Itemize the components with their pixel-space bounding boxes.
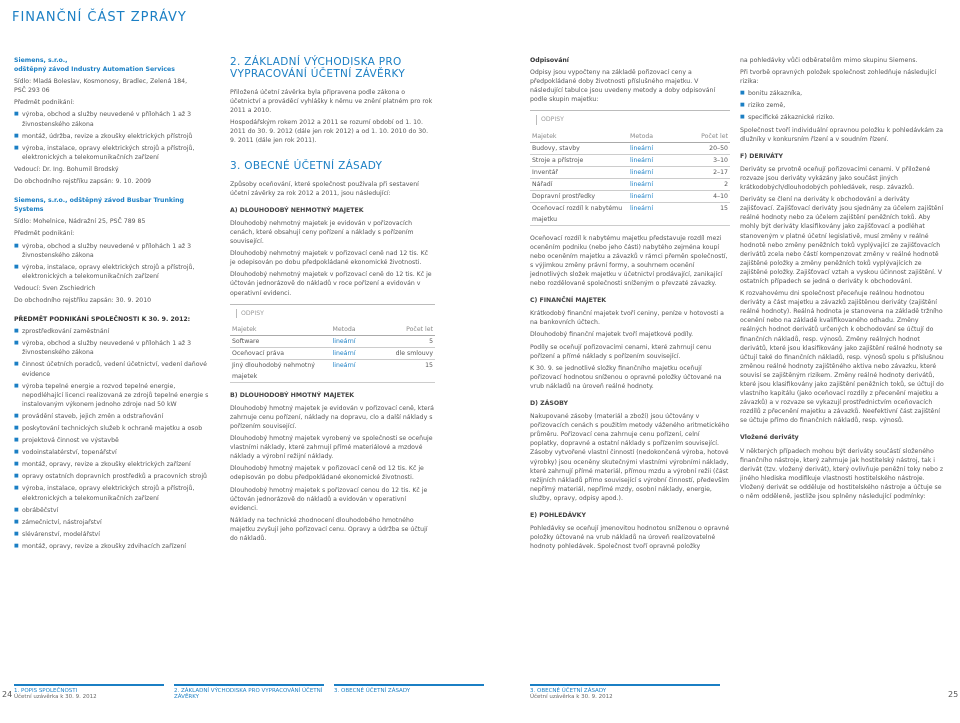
paragraph: Krátkodobý finanční majetek tvoří ceniny, peníze v hotovosti a na bankovních účtech. (530, 310, 724, 327)
list-item: ■ specifické zákaznické riziko. (740, 113, 945, 122)
embedded-derivatives-heading: Vložené deriváty (740, 434, 799, 442)
branch1-registered: Do obchodního rejstříku zapsán: 9. 10. 2009 (14, 178, 152, 186)
footer-link-description[interactable] (14, 684, 164, 700)
list-item: ■ výroba, instalace, opravy elektrických strojů a přístrojů, elektronických a telekomunikačních zařízení (14, 484, 210, 502)
table-cell: 2–17 (713, 168, 728, 176)
list-item: ■ výroba, instalace, opravy elektrických strojů a přístrojů, elektronických a telekomunikačních zařízení (14, 263, 210, 281)
branch1-activity-label: Předmět podnikání: (14, 99, 75, 107)
table-cell: 20–50 (709, 144, 728, 152)
branch2-activity-list (14, 242, 210, 281)
page-number-right: 25 (948, 690, 959, 699)
list-item: ■ výroba, instalace, opravy elektrických strojů a přístrojů, elektronických a telekomunikačních zařízení (14, 144, 210, 162)
table-cell: lineární (630, 156, 654, 164)
table-header-cell: Počet let (701, 132, 728, 140)
footer-date: Účetní uzávěrka k 30. 9. 2012 (530, 694, 613, 700)
branch1-subname: odštěpný závod Industry Automation Services (14, 66, 175, 74)
table-row (230, 348, 435, 360)
table-header-cell: Majetek (532, 132, 557, 140)
paragraph: Pohledávky se oceňují jmenovitou hodnotou sníženou o opravné položky účtované na vrub nákladů na úroveň realizovatelné hodnoty pohledávek. Společnost tvoří opravné položky (530, 525, 730, 551)
table-cell: dle smlouvy (395, 349, 433, 357)
paragraph: Podíly se oceňují pořizovacími cenami, které zahrnují cenu pořízení a přímé náklady s pořízením související. (530, 343, 712, 360)
paragraph: K 30. 9. se jednotlivé složky finančního majetku oceňují pořizovací hodnotou sníženou o opravné položky účtované na vrub nákladů na úroveň reálné hodnoty. (530, 364, 722, 390)
footer-link-label: 2. ZÁKLADNÍ VÝCHODISKA PRO VYPRACOVÁNÍ ÚČETNÍ ZÁVĚRKY (174, 688, 323, 700)
list-item: ■ provádění staveb, jejich změn a odstraňování (14, 412, 210, 421)
table-header-cell: Metoda (332, 325, 356, 333)
paragraph: Způsoby oceňování, které společnost používala při sestavení účetní závěrky za rok 2012 a 2011, jsou následující: (230, 180, 419, 197)
table-cell: 4–10 (713, 192, 728, 200)
subsection-c-heading: C) FINANČNÍ MAJETEK (530, 297, 607, 305)
table-header-row (230, 324, 435, 336)
table-cell: Jiný dlouhodobý nehmotný majetek (232, 361, 315, 380)
paragraph: Nakupované zásoby (materiál a zboží) jsou účtovány v pořizovacích cenách s použitím metody váženého aritmetického průměru. Pořizovací cena zahrnuje cenu pořízení, celní poplatky, dopravné a ostatní náklady s pořízením související. Zásoby vytvořené vlastní činností (nedokončená výroba, hotové výrobky) jsou oceněny skutečnými vlastními výrobními náklady, které zahrnují přímé materiál, přímou mzdu a výrobní režii (část režijních nákladů přímo související s výrobní činností, především nepřímý materiál, nepřímé mzdy, osobní náklady, energie, služby, opravy, odpisy apod.). (530, 413, 730, 502)
table-cell: 15 (425, 361, 433, 369)
paragraph: Při tvorbě opravných položek společnost zohledňuje následující rizika: (740, 69, 937, 86)
column-receivables-derivatives (740, 56, 945, 504)
table-cell: lineární (332, 349, 356, 357)
branch2-address: Sídlo: Mohelnice, Nádražní 25, PSČ 789 85 (14, 218, 146, 226)
footer-date: Účetní uzávěrka k 30. 9. 2012 (14, 694, 97, 700)
table-cell: Budovy, stavby (532, 144, 580, 152)
subsection-e-heading: E) POHLEDÁVKY (530, 512, 586, 519)
branch1-address-line2: PSČ 293 06 (14, 87, 50, 95)
paragraph: Deriváty se člení na deriváty k obchodování a deriváty zajišťovací. Zajišťovací deriváty jsou sjednány za účelem zajištění reálné hodnoty nebo za účelem zajištění peněžních toků. Aby mohly být deriváty klasifikovány jako zajišťovací a podléhat stanoveným v platné účetní legislativě, musí změny v reálné hodnotě nebo změny peněžních toků vyplývající ze zajišťovacích derivátů zcela nebo částí kompenzovat změny v reálné hodnotě zajištěné položky a změny peněžních toků vyplývajících ze zajištěné položky. Zajišťovací vztah a vyskou účinnost zajištění. V ostatních případech se jedná o deriváty k obchodování. (740, 196, 944, 285)
list-item: ■ bonitu zákazníka, (740, 89, 945, 98)
table-cell: lineární (630, 144, 654, 152)
table-caption: ODPISY (236, 309, 435, 318)
paragraph: V některých případech mohou být deriváty součástí složeného finančního nástroje, který zahrnuje jak hostitelský nástroj, tak i derivát (tzv. vložený derivát), který ovlivňuje peněžní toky nebo z jiného hlediska modifikuje vlastnosti hostitelského nástroje. Vložený derivát se odděluje od hostitelského nástroje a účtuje se o něm odděleně, jestliže jsou splněny následující podmínky: (740, 447, 944, 501)
branch2-activity-label: Předmět podnikání: (14, 230, 75, 238)
table-cell: lineární (630, 168, 654, 176)
table-cell: lineární (332, 337, 356, 345)
paragraph: Společnost tvoří individuální opravnou položku k pohledávkám za dlužníky v konkursním řízení a v soudním řízení. (740, 126, 944, 143)
table-row (530, 191, 730, 203)
table-row (530, 143, 730, 155)
footer-link-basis[interactable] (174, 684, 324, 700)
list-item: ■ obráběčství (14, 506, 210, 515)
branch1-address-line1: Sídlo: Mladá Boleslav, Kosmonosy, Bradlec, Zelená 184, (14, 78, 188, 86)
table-cell: Software (232, 337, 260, 345)
list-item: ■ montáž, opravy, revize a zkoušky zdvihacích zařízení (14, 542, 210, 551)
branch2-name: Siemens, s.r.o., odštěpný závod Busbar Trunking Systems (14, 197, 184, 214)
list-item: ■ opravy ostatních dopravních prostředků a pracovních strojů (14, 472, 210, 481)
table-header-row (530, 131, 730, 143)
list-item: ■ slévárenství, modelářství (14, 530, 210, 539)
table-cell: Nářadí (532, 180, 553, 188)
paragraph: Náklady na technické zhodnocení dlouhodobého hmotného majetku zvyšují jeho pořizovací cenu. Opravy a údržba se účtují do nákladů. (230, 516, 428, 542)
branch2-registered: Do obchodního rejstříku zapsán: 30. 9. 2010 (14, 296, 152, 304)
paragraph: Dlouhodobý nehmotný majetek v pořizovací ceně do 12 tis. Kč je účtován jednorázově do nákladů v roce pořízení a evidován v operativní evidenci. (230, 271, 432, 297)
subsection-f-heading: F) DERIVÁTY (740, 152, 784, 160)
table-cell: Dopravní prostředky (532, 192, 596, 200)
branch1-activity-list (14, 110, 210, 161)
footer-link-principles-right[interactable] (530, 684, 720, 700)
list-item: ■ vodoinstalatérství, topenářství (14, 448, 210, 457)
section-3-heading: 3. OBECNÉ ÚČETNÍ ZÁSADY (230, 159, 383, 172)
paragraph: Dlouhodobý hmotný majetek vyrobený ve společnosti se oceňuje vlastními náklady, které zahrnují přímé materiálové a mzdové náklady a výrobní režijní náklady. (230, 435, 433, 461)
column-accounting-basis (230, 56, 435, 546)
table-row (230, 360, 435, 383)
table-row (530, 203, 730, 226)
paragraph: K rozvahovému dni společnost přeceňuje reálnou hodnotou deriváty a část majetku a závazků zajištěnou deriváty (zajištění reálné hodnoty). Reálná hodnota je stanovena na základě tržního ocenění nebo na základě kvalifikovaného odhadu. Změny reálných hodnot derivátů určených k obchodování se účtují do finančních nákladů, resp. výnosů. Změny reálných hodnot derivátů, které jsou klasifikovány jako zajištění reálné hodnoty se účtují také do finančních nákladů, resp. výnosů spolu s příslušnou změnou reálné hodnoty zajištěného aktiva nebo závazku, které souvisí se zajištěným rizikem. Změny reálné hodnoty derivátů, které jsou klasifikovány jako zajištění peněžních toků, se účtují do vlastního kapitálu (jako oceňovací rozdíly z přecenění majetku a závazků) a v rozvaze se vykazují prostřednictvím oceňovacích rozdílů z přecenění majetku a závazků. Neefektivní část zajištění se účtuje přímo do finančních nákladů, resp. výnosů. (740, 290, 944, 425)
paragraph: na pohledávky vůči odběratelům mimo skupinu Siemens. (740, 57, 918, 64)
table-cell: lineární (630, 192, 654, 200)
paragraph: Odpisy jsou vypočteny na základě pořizovací ceny a předpokládané doby životnosti příslušného majetku. V následující tabulce jsou uvedeny metody a doby odpisování podle skupin majetku: (530, 69, 716, 104)
list-item: ■ zámečnictví, nástrojařství (14, 518, 210, 527)
page-header-title: FINANČNÍ ČÁST ZPRÁVY (12, 10, 187, 25)
table-cell: Oceňovací práva (232, 349, 285, 357)
paragraph: Dlouhodobý hmotný majetek s pořizovací cenou do 12 tis. Kč je účtován jednorázově do nákladů a evidován v operativní evidenci. (230, 486, 428, 512)
risk-list (740, 89, 945, 122)
column-depreciation (530, 56, 730, 554)
table-header-cell: Majetek (232, 325, 257, 333)
table-row (530, 179, 730, 191)
subsection-d-heading: D) ZÁSOBY (530, 399, 568, 407)
table-row (530, 167, 730, 179)
list-item: ■ poskytování technických služeb k ochraně majetku a osob (14, 424, 210, 433)
section-2-heading: 2. ZÁKLADNÍ VÝCHODISKA PRO VYPRACOVÁNÍ ÚČETNÍ ZÁVĚRKY (230, 56, 406, 80)
paragraph: Deriváty se prvotně oceňují pořizovacími cenami. V přiložené rozvaze jsou deriváty vykázány jako součást jiných krátkodobých/dlouhodobých pohledávek, resp. závazků. (740, 165, 931, 192)
table-caption: ODPISY (536, 115, 730, 124)
company-activity-heading: PŘEDMĚT PODNIKÁNÍ SPOLEČNOSTI K 30. 9. 2012: (14, 316, 191, 324)
table-cell: Oceňovací rozdíl k nabytému majetku (532, 204, 623, 223)
table-row (230, 336, 435, 348)
list-item: ■ riziko země, (740, 101, 945, 110)
table-cell: 2 (724, 180, 728, 188)
list-item: ■ výroba, obchod a služby neuvedené v přílohách 1 až 3 živnostenského zákona (14, 110, 210, 128)
page-number-left: 24 (2, 690, 13, 699)
footer-link-label: 3. OBECNÉ ÚČETNÍ ZÁSADY (530, 688, 607, 694)
paragraph: Přiložená účetní závěrka byla připravena podle zákona o účetnictví a prováděcí vyhlášky k němu ve znění platném pro rok 2011 a 2010. (230, 89, 433, 115)
list-item: ■ zprostředkování zaměstnání (14, 327, 210, 336)
paragraph: Dlouhodobý finanční majetek tvoří majetkové podíly. (530, 331, 694, 339)
subsection-a-heading: A) DLOUHODOBÝ NEHMOTNÝ MAJETEK (230, 206, 364, 214)
subsection-b-heading: B) DLOUHODOBÝ HMOTNÝ MAJETEK (230, 391, 355, 399)
depreciation-table-intangible (230, 304, 435, 383)
branch2-head: Vedoucí: Sven Zschiedrich (14, 284, 96, 292)
paragraph: Dlouhodobý nehmotný majetek je evidován v pořizovacích cenách, které obsahují ceny pořízení a náklady s pořízením související. (230, 219, 414, 246)
footer-link-principles[interactable] (334, 684, 484, 694)
list-item: ■ výroba, obchod a služby neuvedené v přílohách 1 až 3 živnostenského zákona (14, 242, 210, 260)
paragraph: Dlouhodobý hmotný majetek v pořizovací ceně od 12 tis. Kč je odepisován po dobu předpokládané ekonomické životnosti. (230, 465, 424, 482)
table-cell: lineární (630, 204, 654, 212)
depreciation-heading: Odpisování (530, 57, 569, 64)
footer-link-label: 1. POPIS SPOLEČNOSTI (14, 688, 78, 694)
branch1-head: Vedoucí: Dr. Ing. Bohumil Brodský (14, 165, 119, 173)
paragraph: Dlouhodobý nehmotný majetek v pořizovací ceně nad 12 tis. Kč je odepisován po dobu předpokládané ekonomické životnosti. (230, 250, 429, 267)
table-row (530, 155, 730, 167)
depreciation-table-tangible (530, 110, 730, 225)
paragraph: Dlouhodobý hmotný majetek je evidován v pořizovací ceně, která zahrnuje cenu pořízení, náklady na dopravu, clo a další náklady s pořízením související. (230, 404, 434, 430)
table-cell: 5 (429, 337, 433, 345)
list-item: ■ montáž, opravy, revize a zkoušky elektrických zařízení (14, 460, 210, 469)
table-cell: 3–10 (713, 156, 728, 164)
list-item: ■ montáž, údržba, revize a zkoušky elektrických přístrojů (14, 132, 210, 141)
paragraph: Oceňovací rozdíl k nabytému majetku představuje rozdíl mezi oceněním podniku (nebo jeho části) nabytého zejména koupí nebo oceněním majetku a závazků v rámci přeměn společností, s výjimkou změny právní formy, a souhrnem ocenění jednotlivých složek majetku v účetnictví prodávající, zanikající nebo rozdělované společnosti sníženým o převzaté závazky. (530, 234, 728, 288)
list-item: ■ činnost účetních poradců, vedení účetnictví, vedení daňové evidence (14, 360, 210, 378)
table-header-cell: Metoda (630, 132, 654, 140)
table-cell: 15 (720, 204, 728, 212)
column-company-info (14, 56, 210, 554)
list-item: ■ výroba, obchod a služby neuvedené v přílohách 1 až 3 živnostenského zákona (14, 339, 210, 357)
list-item: ■ výroba tepelné energie a rozvod tepelné energie, nepodléhající licenci realizovaná ze zdrojů tepelné energie s instalovaným výkonem jednoho zdroje nad 50 kW (14, 382, 210, 409)
table-cell: Inventář (532, 168, 558, 176)
table-header-cell: Počet let (406, 325, 433, 333)
footer-link-label: 3. OBECNÉ ÚČETNÍ ZÁSADY (334, 688, 411, 694)
company-activity-list (14, 327, 210, 551)
table-cell: lineární (630, 180, 654, 188)
paragraph: Hospodářským rokem 2012 a 2011 se rozumí období od 1. 10. 2011 do 30. 9. 2012 (dále jen rok 2012) a od 1. 10. 2010 do 30. 9. 2011 (dále jen rok 2011). (230, 119, 429, 145)
list-item: ■ projektová činnost ve výstavbě (14, 436, 210, 445)
table-cell: lineární (332, 361, 356, 369)
table-cell: Stroje a přístroje (532, 156, 584, 164)
branch1-name: Siemens, s.r.o., (14, 57, 68, 64)
